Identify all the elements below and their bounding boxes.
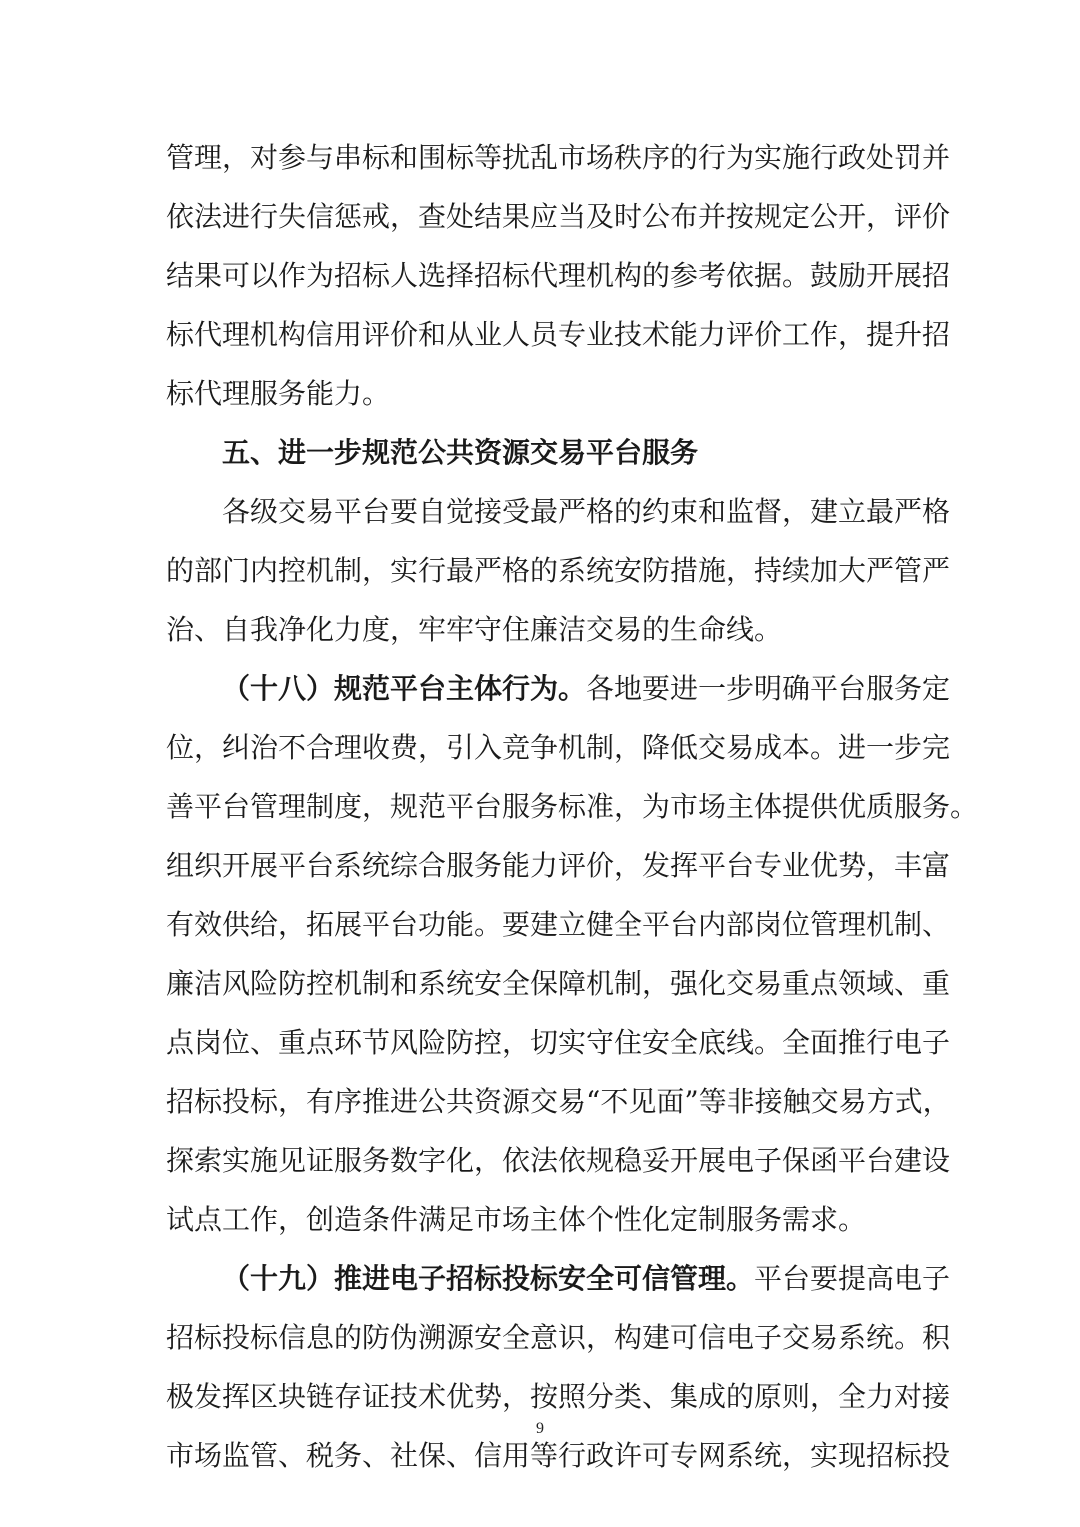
- text-line: 招标投标，有序推进公共资源交易“不见面”等非接触交易方式，: [166, 1085, 951, 1118]
- text-line: 管理，对参与串标和围标等扰乱市场秩序的行为实施行政处罚并: [166, 141, 951, 174]
- text-line: 试点工作，创造条件满足市场主体个性化定制服务需求。: [166, 1203, 867, 1236]
- text-line: 招标投标信息的防伪溯源安全意识，构建可信电子交易系统。积: [166, 1321, 951, 1354]
- section-heading: 五、进一步规范公共资源交易平台服务: [222, 436, 699, 469]
- page-number: 9: [536, 1420, 544, 1437]
- text-line: 依法进行失信惩戒，查处结果应当及时公布并按规定公开，评价: [166, 200, 951, 233]
- text-line: 组织开展平台系统综合服务能力评价，发挥平台专业优势，丰富: [166, 849, 951, 882]
- item-title: （十九）推进电子招标投标安全可信管理。: [222, 1262, 755, 1295]
- text-line: 标代理机构信用评价和从业人员专业技术能力评价工作，提升招: [166, 318, 951, 351]
- text-line: 探索实施见证服务数字化，依法依规稳妥开展电子保函平台建设: [166, 1144, 951, 1177]
- text-line: 有效供给，拓展平台功能。要建立健全平台内部岗位管理机制、: [166, 908, 951, 941]
- text-line: 善平台管理制度，规范平台服务标准，为市场主体提供优质服务。: [166, 790, 979, 823]
- item-title: （十八）规范平台主体行为。: [222, 672, 587, 705]
- text-line: 廉洁风险防控机制和系统安全保障机制，强化交易重点领域、重: [166, 967, 951, 1000]
- item-text: 各地要进一步明确平台服务定: [586, 672, 951, 705]
- item-first-line: [222, 1249, 951, 1309]
- text-line: 位，纠治不合理收费，引入竞争机制，降低交易成本。进一步完: [166, 731, 951, 764]
- text-line: 的部门内控机制，实行最严格的系统安防措施，持续加大严管严: [166, 554, 951, 587]
- text-line: 治、自我净化力度，牢牢守住廉洁交易的生命线。: [166, 613, 783, 646]
- text-line: 各级交易平台要自觉接受最严格的约束和监督，建立最严格: [222, 495, 951, 528]
- text-line: 市场监管、税务、社保、信用等行政许可专网系统，实现招标投: [166, 1439, 951, 1472]
- text-line: 标代理服务能力。: [166, 377, 391, 410]
- text-line: 结果可以作为招标人选择招标代理机构的参考依据。鼓励开展招: [166, 259, 951, 292]
- text-line: 极发挥区块链存证技术优势，按照分类、集成的原则，全力对接: [166, 1380, 951, 1413]
- item-first-line: [222, 659, 951, 719]
- text-line: 点岗位、重点环节风险防控，切实守住安全底线。全面推行电子: [166, 1026, 951, 1059]
- item-text: 平台要提高电子: [754, 1262, 951, 1295]
